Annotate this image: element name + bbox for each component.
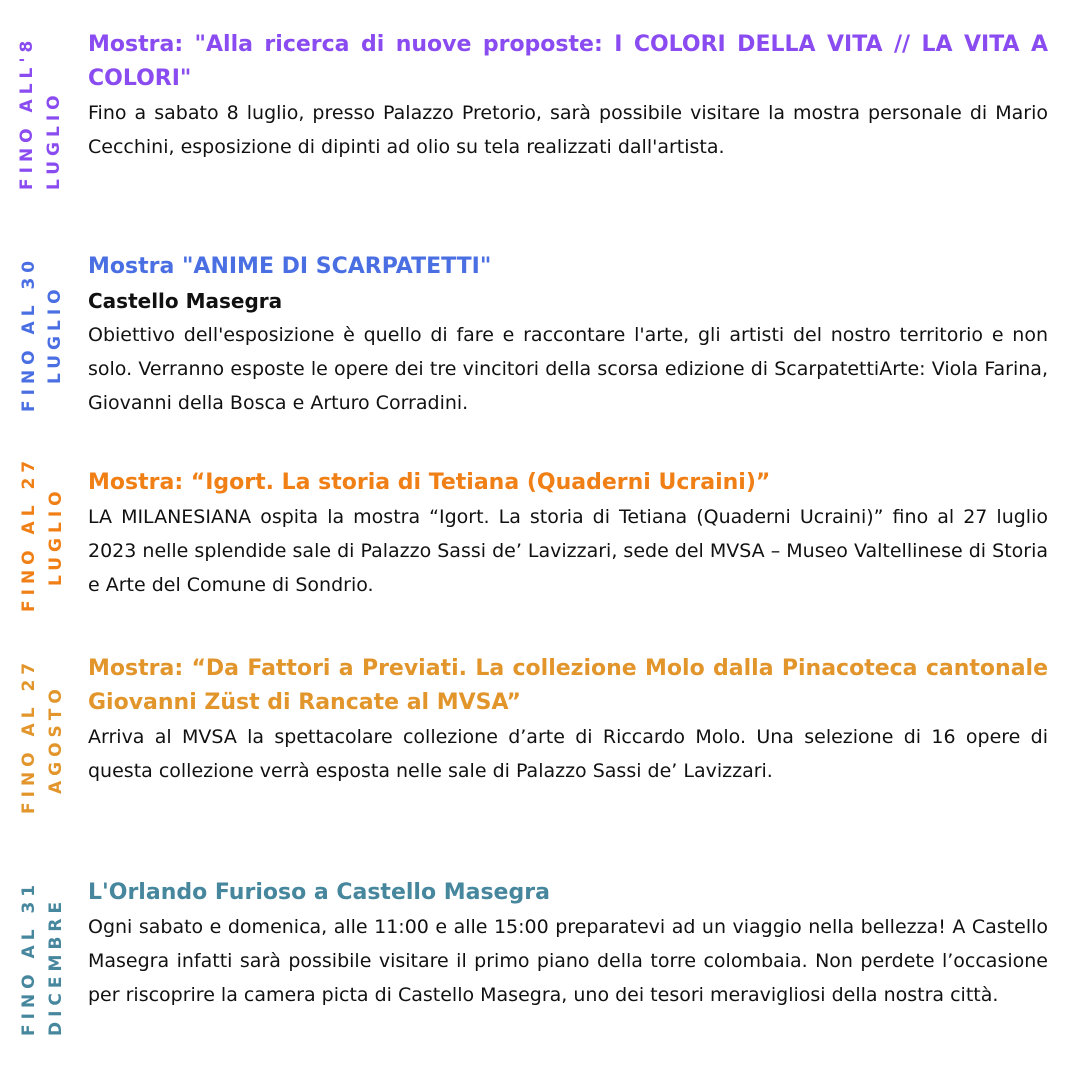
event-date bbox=[0, 455, 84, 616]
event-description: Ogni sabato e domenica, alle 11:00 e alle 15:00 preparatevi ad un viaggio nella bellezza! A Castello Masegra infatti sarà possibile visitare il primo piano della torre colombaia. Non perdete l’occasione per riscoprire la camera picta di Castello Masegra, uno dei tesori meravigliosi della nostra città. bbox=[88, 916, 1048, 1006]
event-date bbox=[0, 28, 84, 203]
event-title: Mostra: “Igort. La storia di Tetiana (Quaderni Ucraini)” bbox=[88, 470, 771, 495]
date-line-1: FINO AL 30 bbox=[19, 255, 39, 412]
date-line-2: DICEMBRE bbox=[46, 896, 66, 1036]
event-title: Mostra "ANIME DI SCARPATETTI" bbox=[88, 254, 492, 279]
date-line-2: LUGLIO bbox=[45, 284, 65, 384]
date-line-2: LUGLIO bbox=[46, 486, 66, 586]
event-description: Fino a sabato 8 luglio, presso Palazzo Pretorio, sarà possibile visitare la mostra personale di Mario Cecchini, esposizione di dipinti ad olio su tela realizzati dall'artista. bbox=[88, 102, 1048, 158]
event-title: Mostra: "Alla ricerca di nuove proposte: I COLORI DELLA VITA // LA VITA A COLORI" bbox=[88, 32, 1048, 91]
event-content bbox=[88, 466, 1048, 602]
event-item bbox=[0, 652, 1080, 827]
event-item bbox=[0, 250, 1080, 420]
event-description: Arriva al MVSA la spettacolare collezione d’arte di Riccardo Molo. Una selezione di 16 opere di questa collezione verrà esposta nelle sale di Palazzo Sassi de’ Lavizzari. bbox=[88, 726, 1048, 782]
event-date bbox=[0, 652, 84, 827]
event-date bbox=[0, 876, 84, 1051]
event-description: LA MILANESIANA ospita la mostra “Igort. La storia di Tetiana (Quaderni Ucraini)” fino al 27 luglio 2023 nelle splendide sale di Palazzo Sassi de’ Lavizzari, sede del MVSA – Museo Valtellinese di Storia e Arte del Comune di Sondrio. bbox=[88, 506, 1048, 596]
event-item bbox=[0, 28, 1080, 203]
date-line-2: LUGLIO bbox=[44, 90, 64, 190]
date-line-1: FINO AL 31 bbox=[19, 879, 39, 1036]
event-content bbox=[88, 652, 1048, 788]
date-line-1: FINO AL 27 bbox=[19, 455, 39, 612]
event-item bbox=[0, 455, 1080, 616]
event-date bbox=[0, 250, 84, 420]
event-location: Castello Masegra bbox=[88, 289, 283, 313]
event-title: L'Orlando Furioso a Castello Masegra bbox=[88, 880, 550, 905]
event-item bbox=[0, 876, 1080, 1051]
date-line-1: FINO ALL'8 bbox=[17, 35, 37, 190]
event-content bbox=[88, 28, 1048, 164]
event-title: Mostra: “Da Fattori a Previati. La collezione Molo dalla Pinacoteca cantonale Giovanni Züst di Rancate al MVSA” bbox=[88, 656, 1048, 715]
date-line-2: AGOSTO bbox=[46, 684, 66, 794]
event-description: Obiettivo dell'esposizione è quello di fare e raccontare l'arte, gli artisti del nostro territorio e non solo. Verranno esposte le opere dei tre vincitori della scorsa edizione di ScarpatettiArte: Viola Farina, Giovanni della Bosca e Arturo Corradini. bbox=[88, 324, 1048, 414]
date-line-1: FINO AL 27 bbox=[19, 657, 39, 814]
event-content bbox=[88, 250, 1048, 420]
event-content bbox=[88, 876, 1048, 1012]
